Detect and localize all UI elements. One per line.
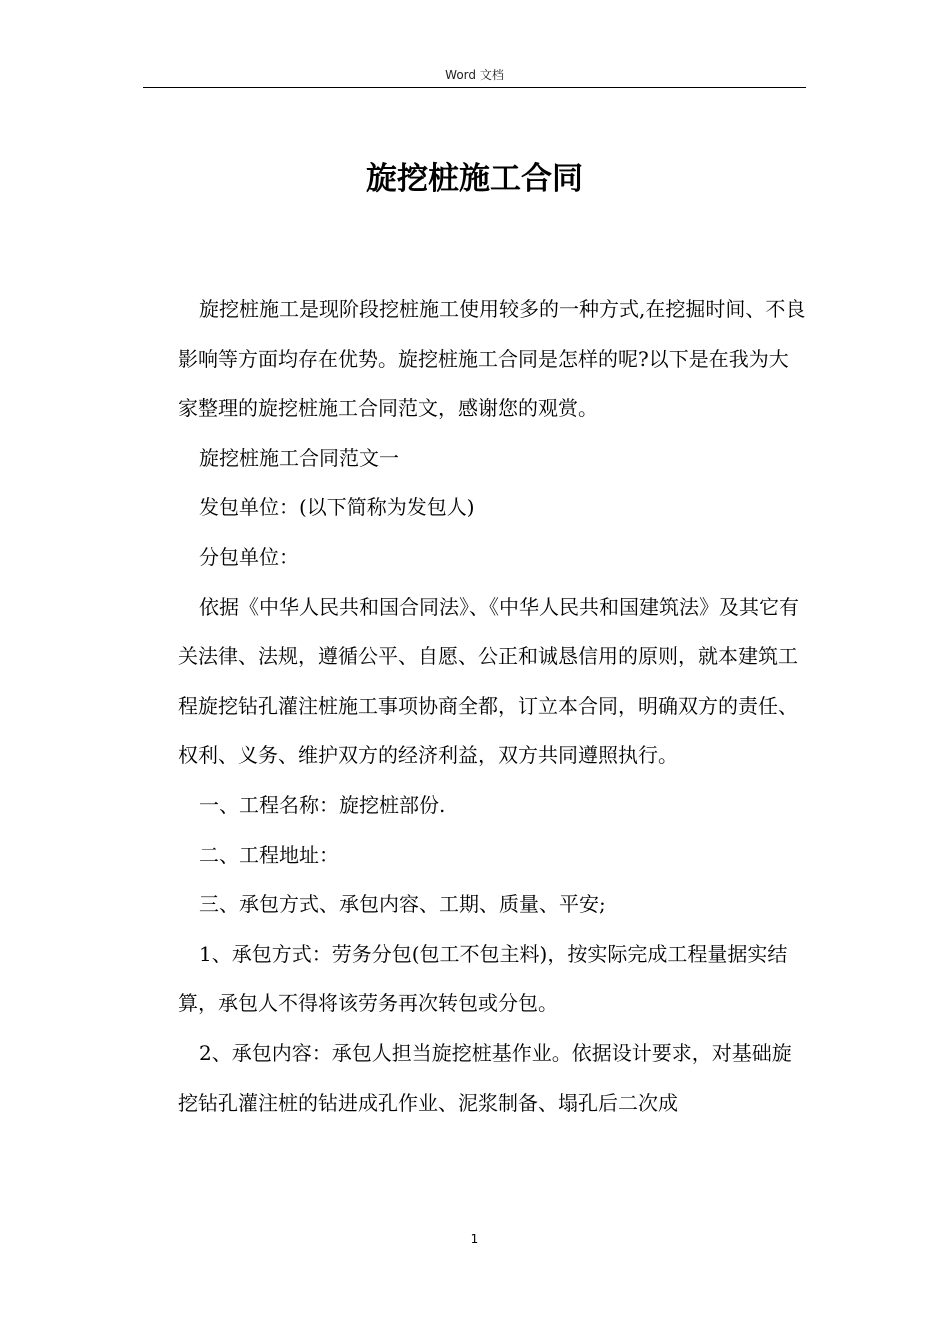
paragraph-contract-method: 1、承包方式：劳务分包(包工不包主料)，按实际完成工程量据实结算，承包人不得将该劳务再次转包或分包。 [178, 941, 788, 1016]
document-title: 旋挖桩施工合同 [366, 161, 583, 197]
page-number: 1 [470, 1232, 479, 1246]
page-header: Word 文档 [445, 68, 504, 82]
paragraph-intro: 旋挖桩施工是现阶段挖桩施工使用较多的一种方式,在挖掘时间、不良影响等方面均存在优势。旋挖桩施工合同是怎样的呢?以下是在我为大家整理的旋挖桩施工合同范文，感谢您的观赏。 [178, 297, 806, 421]
paragraph-project-name: 一、工程名称：旋挖桩部份. [199, 792, 446, 817]
paragraph-legal-basis: 依据《中华人民共和国合同法》、《中华人民共和国建筑法》及其它有关法律、法规，遵循公平、自愿、公正和诚恳信用的原则，就本建筑工程旋挖钻孔灌注桩施工事项协商全都，订立本合同，明确双方的责任、权利、义务、维护双方的经济利益，双方共同遵照执行。 [178, 594, 799, 768]
paragraph-contractor: 发包单位：(以下简称为发包人) [199, 495, 475, 520]
paragraph-project-address: 二、工程地址： [199, 842, 339, 867]
paragraph-subcontractor: 分包单位： [199, 544, 299, 569]
header-rule [143, 87, 806, 88]
paragraph-sample-heading: 旋挖桩施工合同范文一 [199, 445, 399, 470]
paragraph-contract-content: 2、承包内容：承包人担当旋挖桩基作业。依据设计要求，对基础旋挖钻孔灌注桩的钻进成孔作业、泥浆制备、塌孔后二次成 [178, 1040, 792, 1115]
document-body [178, 285, 806, 1128]
paragraph-contract-terms: 三、承包方式、承包内容、工期、质量、平安; [199, 892, 606, 917]
